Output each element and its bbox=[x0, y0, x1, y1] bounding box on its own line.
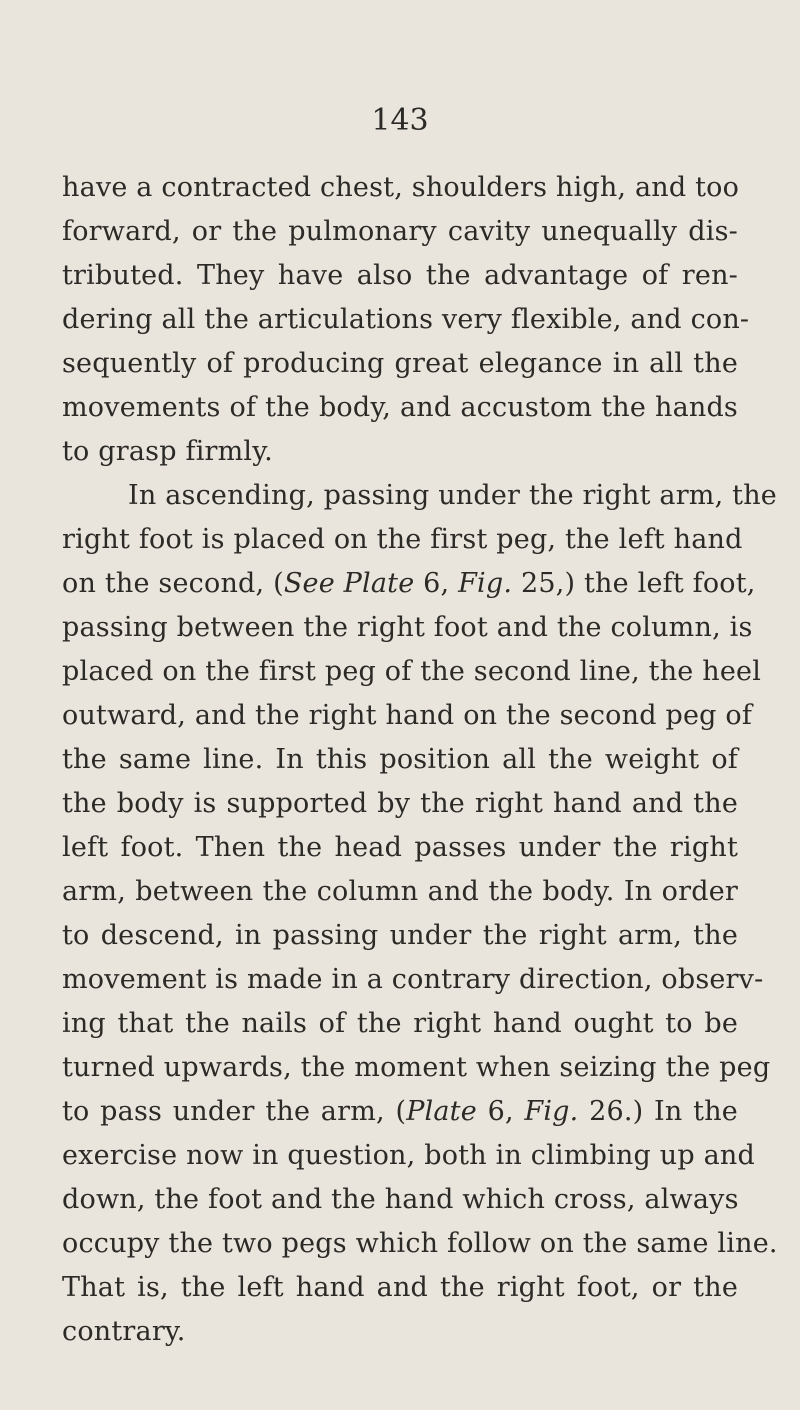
text-line: turned upwards, the moment when seizing the peg bbox=[62, 1052, 771, 1083]
text-line: arm, between the column and the body. In order bbox=[62, 876, 738, 907]
text-line: dering all the articulations very flexible, and con- bbox=[62, 304, 750, 335]
text-line: down, the foot and the hand which cross, always bbox=[62, 1184, 739, 1215]
text-line: ing that the nails of the right hand ought to be bbox=[62, 1008, 738, 1039]
text-line: That is, the left hand and the right foot, or the bbox=[62, 1272, 738, 1303]
text-line: the same line. In this position all the weight of bbox=[62, 744, 738, 775]
text-line: occupy the two pegs which follow on the same line. bbox=[62, 1228, 778, 1259]
text-line bbox=[62, 564, 756, 604]
text-line: movements of the body, and accustom the hands bbox=[62, 392, 738, 423]
text-run: to pass under the arm, ( bbox=[62, 1096, 407, 1127]
plate-reference: See Plate bbox=[283, 568, 415, 599]
text-line: right foot is placed on the first peg, the left hand bbox=[62, 524, 743, 555]
text-run: 25,) the left foot, bbox=[512, 568, 756, 599]
text-line: passing between the right foot and the column, is bbox=[62, 612, 753, 643]
text-line: to descend, in passing under the right arm, the bbox=[62, 920, 738, 951]
text-line: tributed. They have also the advantage of ren- bbox=[62, 260, 738, 291]
text-line: movement is made in a contrary direction, observ- bbox=[62, 964, 764, 995]
text-line: have a contracted chest, shoulders high, and too bbox=[62, 172, 740, 203]
text-line: In ascending, passing under the right arm, the bbox=[128, 480, 777, 511]
text-line: forward, or the pulmonary cavity unequally dis- bbox=[62, 216, 738, 247]
figure-reference: Fig. bbox=[524, 1096, 579, 1127]
text-run: 6, bbox=[414, 568, 459, 599]
page-number: 143 bbox=[371, 103, 429, 138]
text-line: the body is supported by the right hand and the bbox=[62, 788, 738, 819]
text-line bbox=[62, 1092, 738, 1132]
text-line: outward, and the right hand on the second peg of bbox=[62, 700, 753, 731]
figure-reference: Fig. bbox=[458, 568, 513, 599]
text-run: 26.) In the bbox=[578, 1096, 738, 1127]
text-run: on the second, ( bbox=[62, 568, 284, 599]
text-line: to grasp firmly. bbox=[62, 436, 273, 467]
text-line: contrary. bbox=[62, 1316, 186, 1347]
text-line: placed on the first peg of the second line, the heel bbox=[62, 656, 762, 687]
text-line: exercise now in question, both in climbing up and bbox=[62, 1140, 755, 1171]
text-run: 6, bbox=[476, 1096, 525, 1127]
text-line: sequently of producing great elegance in all the bbox=[62, 348, 738, 379]
plate-reference: Plate bbox=[406, 1096, 477, 1127]
text-line: left foot. Then the head passes under the right bbox=[62, 832, 738, 863]
